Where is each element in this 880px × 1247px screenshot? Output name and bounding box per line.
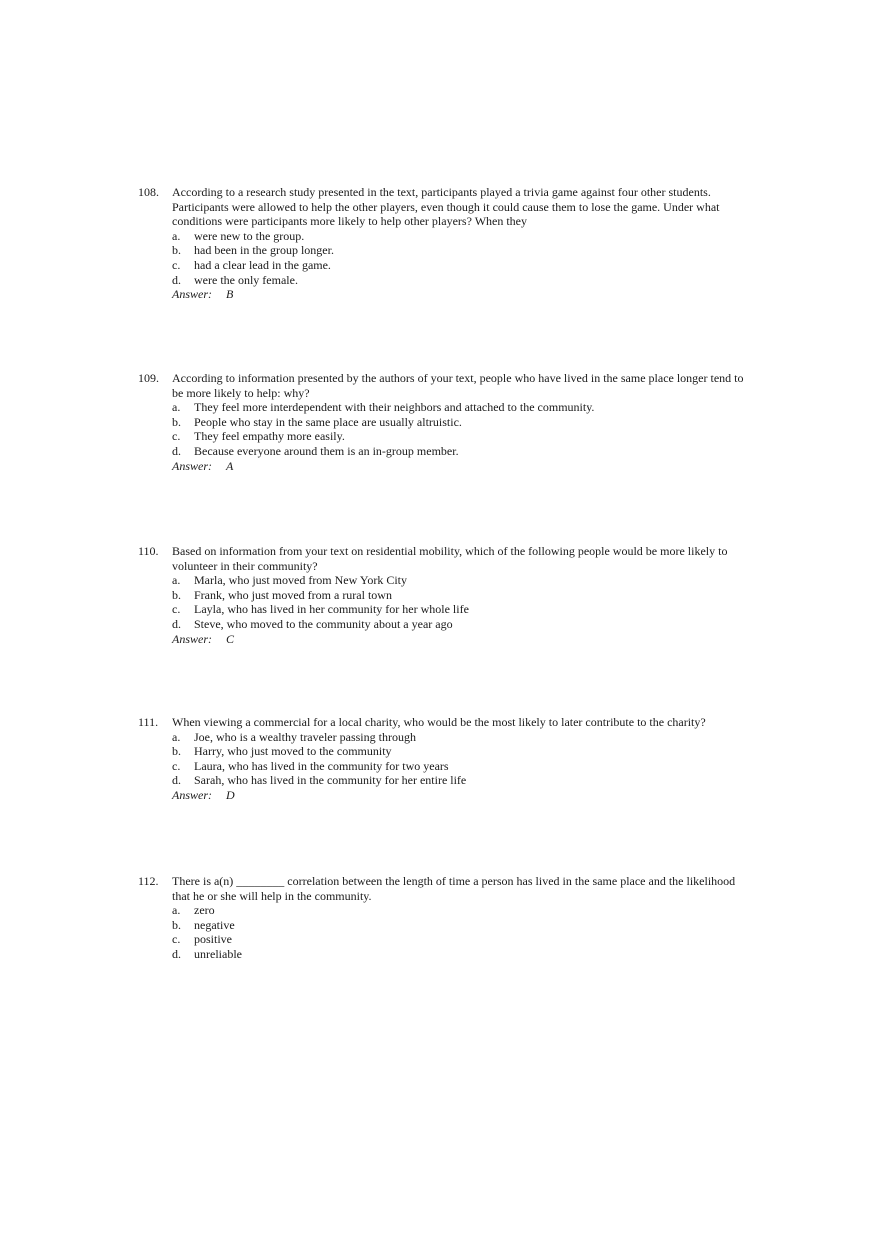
option-letter: d. — [172, 946, 181, 961]
question-112 — [138, 874, 748, 962]
question-number: 110. — [138, 544, 159, 558]
option-text: were the only female. — [194, 272, 298, 287]
option-b — [172, 243, 748, 258]
answer-value: B — [226, 287, 234, 302]
answer-label: Answer: — [172, 458, 212, 473]
answer-line — [172, 632, 748, 647]
option-letter: b. — [172, 243, 181, 258]
answer-line — [172, 459, 748, 474]
answer-value: C — [226, 631, 235, 646]
question-number: 109. — [138, 371, 159, 385]
option-letter: b. — [172, 917, 181, 932]
answer-options — [172, 730, 748, 788]
option-text: Steve, who moved to the community about a year ago — [194, 616, 453, 631]
question-number: 111. — [138, 715, 159, 729]
option-a — [172, 573, 748, 588]
question-stem: There is a(n) ________ correlation between the length of time a person has lived in the same place and the likelihood that he or she will help in the community. — [172, 874, 736, 903]
option-text: positive — [194, 932, 232, 947]
question-111 — [138, 715, 748, 803]
option-letter: a. — [172, 400, 181, 415]
option-text: Frank, who just moved from a rural town — [194, 587, 392, 602]
option-text: Harry, who just moved to the community — [194, 744, 392, 759]
option-b — [172, 744, 748, 759]
option-letter: c. — [172, 932, 181, 947]
option-letter: c. — [172, 257, 181, 272]
answer-value: D — [226, 787, 235, 802]
option-text: Sarah, who has lived in the community for her entire life — [194, 773, 467, 788]
question-number: 108. — [138, 185, 159, 199]
option-c — [172, 602, 748, 617]
option-letter: a. — [172, 903, 181, 918]
answer-line — [172, 287, 748, 302]
option-d — [172, 273, 748, 288]
option-b — [172, 918, 748, 933]
option-text: unreliable — [194, 946, 242, 961]
answer-label: Answer: — [172, 787, 212, 802]
option-d — [172, 617, 748, 632]
question-110 — [138, 544, 748, 646]
option-letter: b. — [172, 587, 181, 602]
question-stem: Based on information from your text on residential mobility, which of the following people would be more likely to volunteer in their community? — [172, 544, 728, 573]
option-text: Because everyone around them is an in-group member. — [194, 443, 459, 458]
option-c — [172, 759, 748, 774]
answer-label: Answer: — [172, 287, 212, 302]
question-stem: According to a research study presented in the text, participants played a trivia game against four other students. Participants were allowed to help the other players, even though it could cause them to lose the game. Under what conditions were participants more likely to help other players? When they — [172, 185, 720, 229]
option-letter: d. — [172, 773, 181, 788]
option-text: They feel more interdependent with their neighbors and attached to the community. — [194, 400, 595, 415]
option-c — [172, 932, 748, 947]
option-a — [172, 400, 748, 415]
option-text: They feel empathy more easily. — [194, 429, 345, 444]
option-text: zero — [194, 903, 215, 918]
option-text: were new to the group. — [194, 228, 305, 243]
option-text: negative — [194, 917, 235, 932]
answer-value: A — [226, 458, 234, 473]
option-b — [172, 588, 748, 603]
option-text: had been in the group longer. — [194, 243, 334, 258]
option-text: Laura, who has lived in the community for two years — [194, 758, 449, 773]
answer-label: Answer: — [172, 631, 212, 646]
option-a — [172, 730, 748, 745]
option-a — [172, 903, 748, 918]
question-108 — [138, 185, 748, 302]
option-c — [172, 258, 748, 273]
answer-options — [172, 400, 748, 458]
option-text: People who stay in the same place are usually altruistic. — [194, 414, 462, 429]
answer-options — [172, 573, 748, 631]
option-text: Joe, who is a wealthy traveler passing through — [194, 729, 416, 744]
option-letter: c. — [172, 758, 181, 773]
question-number: 112. — [138, 874, 159, 888]
option-letter: d. — [172, 616, 181, 631]
question-109 — [138, 371, 748, 473]
answer-options — [172, 903, 748, 961]
option-letter: a. — [172, 573, 181, 588]
option-letter: c. — [172, 429, 181, 444]
option-letter: c. — [172, 602, 181, 617]
option-d — [172, 947, 748, 962]
option-letter: b. — [172, 414, 181, 429]
option-d — [172, 773, 748, 788]
option-text: Marla, who just moved from New York City — [194, 573, 407, 588]
option-text: Layla, who has lived in her community for her whole life — [194, 602, 469, 617]
option-letter: a. — [172, 228, 181, 243]
answer-line — [172, 788, 748, 803]
option-letter: d. — [172, 443, 181, 458]
option-letter: a. — [172, 729, 181, 744]
question-stem: When viewing a commercial for a local charity, who would be the most likely to later contribute to the charity? — [172, 715, 706, 729]
option-d — [172, 444, 748, 459]
question-stem: According to information presented by the authors of your text, people who have lived in the same place longer tend to be more likely to help: why? — [172, 371, 744, 400]
option-text: had a clear lead in the game. — [194, 257, 331, 272]
answer-options — [172, 229, 748, 287]
option-a — [172, 229, 748, 244]
option-letter: b. — [172, 744, 181, 759]
option-letter: d. — [172, 272, 181, 287]
option-c — [172, 429, 748, 444]
option-b — [172, 415, 748, 430]
